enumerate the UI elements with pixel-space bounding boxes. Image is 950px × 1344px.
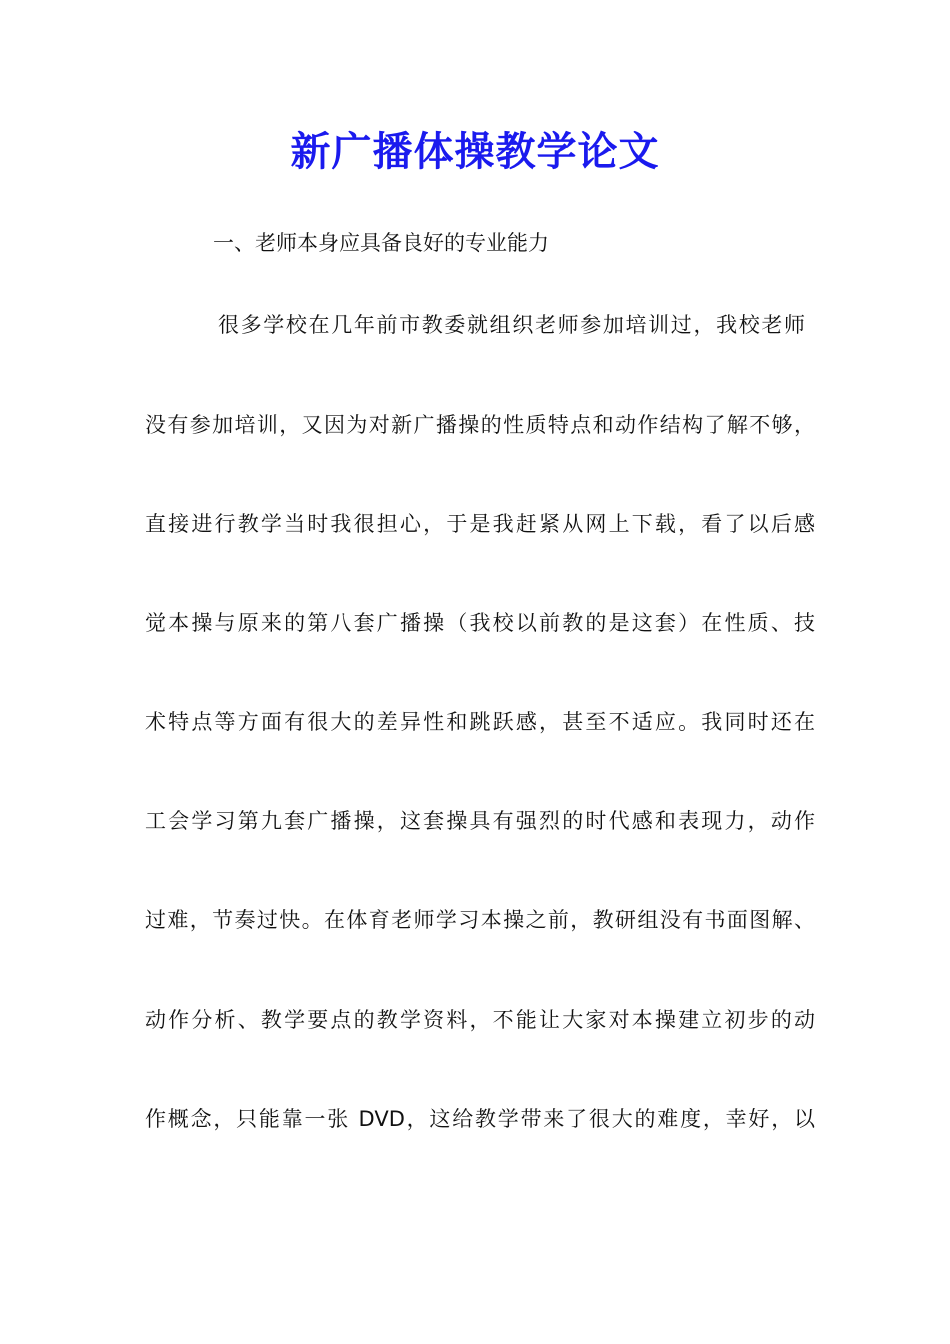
paragraph-line: 没有参加培训，又因为对新广播操的性质特点和动作结构了解不够， (145, 413, 815, 437)
paragraph-line: 觉本操与原来的第八套广播操（我校以前教的是这套）在性质、技 (145, 611, 815, 635)
paragraph-line: 作概念，只能靠一张 DVD，这给教学带来了很大的难度，幸好，以 (145, 1107, 815, 1131)
section-heading: 一、老师本身应具备良好的专业能力 (213, 231, 549, 255)
document-title: 新广播体操教学论文 (290, 128, 660, 175)
paragraph-line: 很多学校在几年前市教委就组织老师参加培训过，我校老师 (218, 313, 805, 337)
paragraph-line: 术特点等方面有很大的差异性和跳跃感，甚至不适应。我同时还在 (145, 710, 815, 734)
paragraph-line: 工会学习第九套广播操，这套操具有强烈的时代感和表现力，动作 (145, 809, 815, 833)
paragraph-line: 直接进行教学当时我很担心，于是我赶紧从网上下载，看了以后感 (145, 512, 815, 536)
paragraph-line: 动作分析、教学要点的教学资料，不能让大家对本操建立初步的动 (145, 1008, 815, 1032)
paragraph-line: 过难，节奏过快。在体育老师学习本操之前，教研组没有书面图解、 (145, 908, 815, 932)
